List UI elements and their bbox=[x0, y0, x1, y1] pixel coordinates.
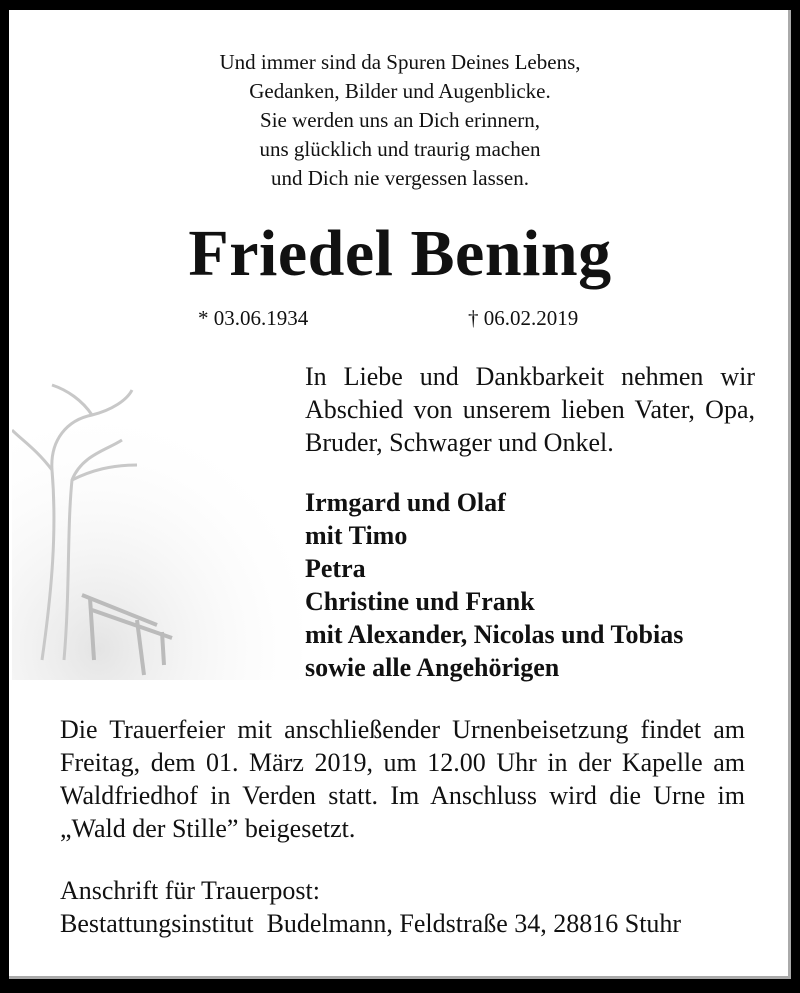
mourner: mit Timo bbox=[305, 521, 408, 550]
address-label: Anschrift für Trauerpost: bbox=[60, 876, 320, 905]
mourner: Christine und Frank bbox=[305, 587, 535, 616]
poem-line: Gedanken, Bilder und Augenblicke. bbox=[249, 79, 551, 103]
poem-line: Und immer sind da Spuren Deines Lebens, bbox=[219, 50, 581, 74]
poem-line: Sie werden uns an Dich erinnern, bbox=[260, 108, 540, 132]
tree-bench-illustration bbox=[12, 370, 302, 680]
family-section bbox=[305, 360, 755, 684]
mourners-list bbox=[305, 486, 755, 684]
mourner: Petra bbox=[305, 554, 366, 583]
mourner: Irmgard und Olaf bbox=[305, 488, 506, 517]
farewell-text: In Liebe und Dankbarkeit nehmen wir Abschied von unserem lieben Vater, Opa, Bruder, Schwager und Onkel. bbox=[305, 362, 755, 457]
poem bbox=[0, 48, 800, 193]
address-block bbox=[60, 874, 681, 940]
poem-line: und Dich nie vergessen lassen. bbox=[271, 166, 529, 190]
address-value: Bestattungsinstitut Budelmann, Feldstraße 34, 28816 Stuhr bbox=[60, 909, 682, 938]
mourner: sowie alle Angehörigen bbox=[305, 653, 560, 682]
ceremony-text: Die Trauerfeier mit anschließender Urnenbeisetzung findet am Freitag, dem 01. März 2019, um 12.00 Uhr in der Kapelle am Waldfriedhof in Verden statt. Im Anschluss wird die Urne im „Wald der Stille” beigesetzt. bbox=[60, 715, 745, 843]
birth-date: * 03.06.1934 bbox=[198, 306, 309, 330]
poem-line: uns glücklich und traurig machen bbox=[259, 137, 541, 161]
death-date: † 06.02.2019 bbox=[468, 306, 579, 330]
deceased-name: Friedel Bening bbox=[188, 217, 612, 290]
mourner: mit Alexander, Nicolas und Tobias bbox=[305, 620, 684, 649]
